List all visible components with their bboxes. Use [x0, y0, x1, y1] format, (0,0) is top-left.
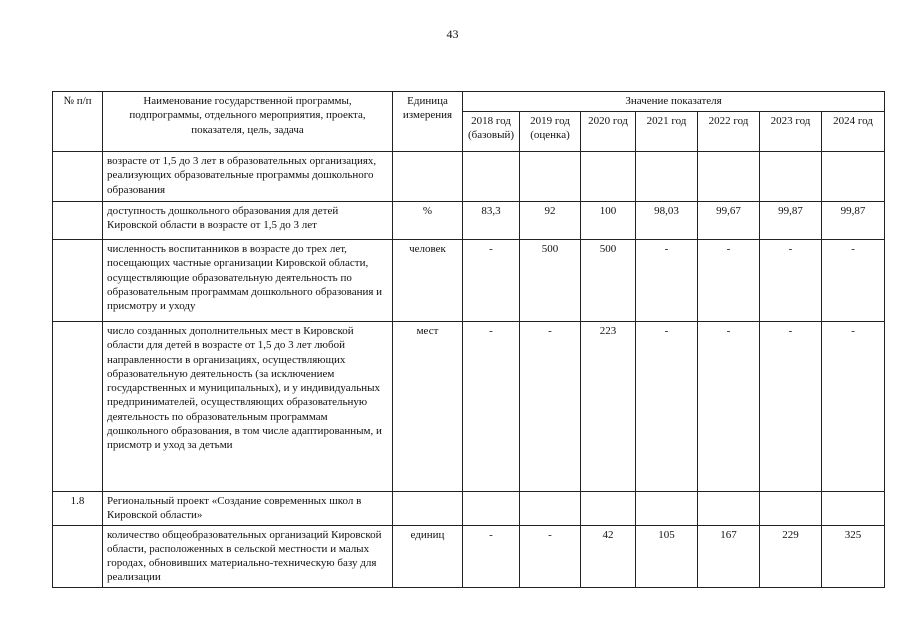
row-unit: мест — [393, 322, 463, 492]
row-value: 83,3 — [463, 202, 520, 240]
indicators-table — [52, 91, 885, 588]
row-value — [520, 492, 581, 526]
row-value — [698, 492, 760, 526]
page-number: 43 — [446, 27, 459, 41]
row-num: 1.8 — [53, 492, 103, 526]
row-name: количество общеобразовательных организаций Кировской области, расположенных в сельской местности и малых городах, обновивших материально-техническую базу для реализации — [103, 525, 393, 587]
row-value: 500 — [581, 240, 636, 322]
row-value — [581, 492, 636, 526]
row-value — [822, 492, 885, 526]
row-value: - — [520, 525, 581, 587]
row-value: - — [760, 322, 822, 492]
table-header — [53, 92, 885, 152]
row-num — [53, 322, 103, 492]
row-value — [698, 152, 760, 202]
header-year: 2022 год — [698, 112, 760, 152]
row-value: 229 — [760, 525, 822, 587]
table-row — [53, 152, 885, 202]
row-num — [53, 525, 103, 587]
header-year: 2023 год — [760, 112, 822, 152]
row-num — [53, 202, 103, 240]
table-row — [53, 202, 885, 240]
row-value — [636, 152, 698, 202]
row-value: - — [822, 322, 885, 492]
table-row — [53, 240, 885, 322]
row-value: 99,87 — [760, 202, 822, 240]
row-value: 99,67 — [698, 202, 760, 240]
row-unit: единиц — [393, 525, 463, 587]
row-value — [636, 492, 698, 526]
row-value: 167 — [698, 525, 760, 587]
row-value: - — [463, 322, 520, 492]
header-name: Наименование государственной программы, подпрограммы, отдельного мероприятия, проекта, показателя, цель, задача — [103, 92, 393, 152]
row-value: - — [463, 240, 520, 322]
row-value: 223 — [581, 322, 636, 492]
row-value: 99,87 — [822, 202, 885, 240]
row-value: - — [698, 240, 760, 322]
row-unit: % — [393, 202, 463, 240]
header-year: 2021 год — [636, 112, 698, 152]
row-name: возрасте от 1,5 до 3 лет в образовательных организациях, реализующих образовательные программы дошкольного образования — [103, 152, 393, 202]
row-value: - — [698, 322, 760, 492]
row-value: - — [463, 525, 520, 587]
row-num — [53, 152, 103, 202]
row-name: численность воспитанников в возрасте до трех лет, посещающих частные организации Кировской области, осуществляющие образовательную деятельность по образовательным программам дошкольного образования и присмотру и уходу — [103, 240, 393, 322]
row-value: 100 — [581, 202, 636, 240]
row-num — [53, 240, 103, 322]
row-value — [760, 152, 822, 202]
row-value: 500 — [520, 240, 581, 322]
header-year: 2024 год — [822, 112, 885, 152]
row-value: - — [636, 322, 698, 492]
row-value: - — [760, 240, 822, 322]
row-value: - — [822, 240, 885, 322]
row-unit: человек — [393, 240, 463, 322]
row-unit — [393, 492, 463, 526]
row-value — [520, 152, 581, 202]
row-value: 92 — [520, 202, 581, 240]
row-value: 42 — [581, 525, 636, 587]
row-name: Региональный проект «Создание современных школ в Кировской области» — [103, 492, 393, 526]
row-value: 325 — [822, 525, 885, 587]
row-value — [822, 152, 885, 202]
header-year: 2018 год (базовый) — [463, 112, 520, 152]
row-value — [463, 152, 520, 202]
header-year: 2019 год (оценка) — [520, 112, 581, 152]
row-value — [463, 492, 520, 526]
row-value: 105 — [636, 525, 698, 587]
row-name: число созданных дополнительных мест в Кировской области для детей в возрасте от 1,5 до 3 лет любой направленности в организациях, осуществляющих образовательную деятельность (за исключением государственных и муниципальных), и у индивидуальных предпринимателей, осуществляющих образовательную деятельность по образовательным программам дошкольного образования, в том числе адаптированным, и присмотр и уход за детьми — [103, 322, 393, 492]
row-value — [581, 152, 636, 202]
row-value — [760, 492, 822, 526]
row-value: - — [636, 240, 698, 322]
row-value: 98,03 — [636, 202, 698, 240]
table-row — [53, 492, 885, 526]
row-value: - — [520, 322, 581, 492]
table-row — [53, 322, 885, 492]
header-year: 2020 год — [581, 112, 636, 152]
table-row — [53, 525, 885, 587]
row-unit — [393, 152, 463, 202]
table-body — [53, 152, 885, 588]
header-num: № п/п — [53, 92, 103, 152]
header-value-group: Значение показателя — [463, 92, 885, 112]
header-unit: Единица измерения — [393, 92, 463, 152]
row-name: доступность дошкольного образования для детей Кировской области в возрасте от 1,5 до 3 лет — [103, 202, 393, 240]
